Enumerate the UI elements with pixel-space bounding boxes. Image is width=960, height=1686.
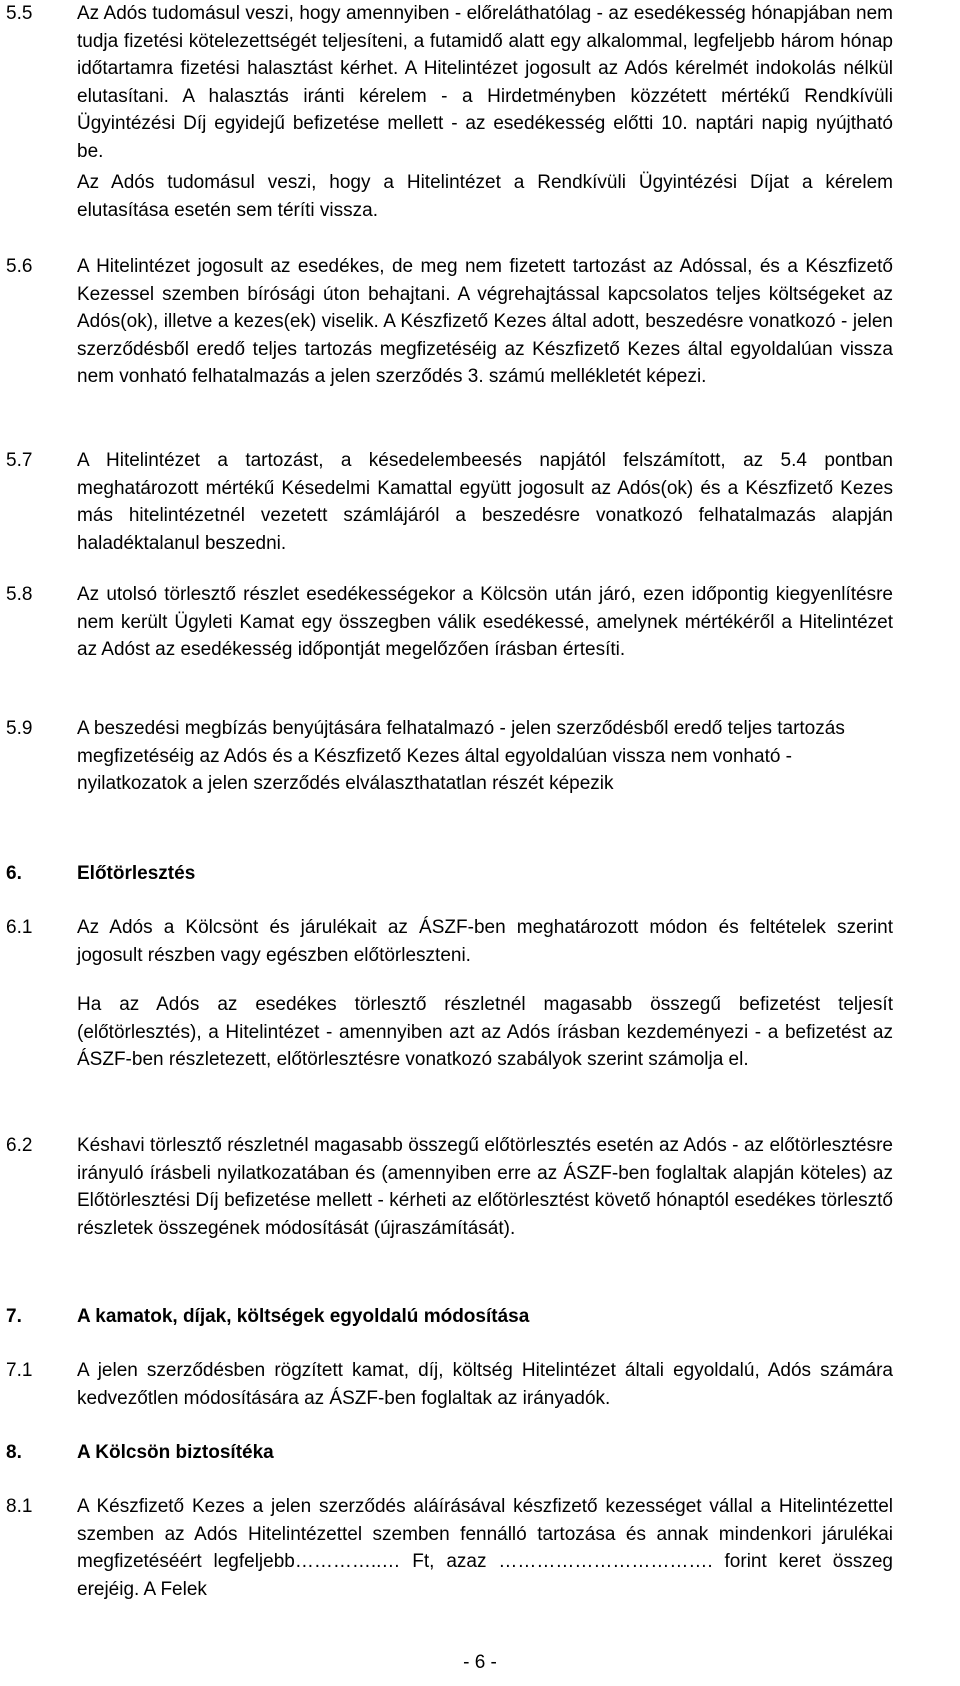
- section-number: 5.9: [6, 718, 33, 739]
- heading-title: A Kölcsön biztosítéka: [77, 1442, 274, 1463]
- section-paragraph: Az Adós tudomásul veszi, hogy amennyiben - előreláthatólag - az esedékesség hónapjában nem tudja fizetési kötelezettségét teljesíteni, a futamidő alatt egy alkalommal, legfeljebb három hónap időtartamra fizetési halasztást kérhet. A Hitelintézet jogosult az Adós kérelmét indokolás nélkül elutasítani. A halasztás iránti kérelem - a Hirdetményben közzétett mértékű Rendkívüli Ügyintézési Díj egyidejű befizetése mellett - az esedékesség előtti 10. naptári napig nyújtható be.: [77, 3, 893, 162]
- section-number: 8.1: [6, 1496, 33, 1517]
- heading-number: 6.: [6, 863, 22, 884]
- section-number: 5.5: [6, 3, 33, 24]
- section-paragraph: Az Adós tudomásul veszi, hogy a Hitelintézet a Rendkívüli Ügyintézési Díjat a kérelem elutasítása esetén sem téríti vissza.: [77, 172, 893, 221]
- section-paragraph: Az utolsó törlesztő részlet esedékességekor a Kölcsön után járó, ezen időpontig kiegyenlítésre nem került Ügyleti Kamat egy összegben válik esedékessé, amelynek mértékéről a Hitelintézet az Adóst az esedékesség időpontját megelőzően írásban értesíti.: [77, 584, 893, 660]
- section-paragraph: A jelen szerződésben rögzített kamat, díj, költség Hitelintézet általi egyoldalú, Adós számára kedvezőtlen módosítására az ÁSZF-ben foglaltak az irányadók.: [77, 1360, 893, 1409]
- heading-title: A kamatok, díjak, költségek egyoldalú módosítása: [77, 1306, 530, 1327]
- section-paragraph: Ha az Adós az esedékes törlesztő részletnél magasabb összegű befizetést teljesít (előtörlesztés), a Hitelintézet - amennyiben azt az Adós írásban kezdeményezi - a befizetést az ÁSZF-ben részletezett, előtörlesztésre vonatkozó szabályok szerint számolja el.: [77, 994, 893, 1070]
- section-number: 6.2: [6, 1135, 33, 1156]
- section-number: 6.1: [6, 917, 33, 938]
- section-number: 5.6: [6, 256, 33, 277]
- section-number: 5.7: [6, 450, 33, 471]
- heading-title: Előtörlesztés: [77, 863, 196, 884]
- section-paragraph: Késhavi törlesztő részletnél magasabb összegű előtörlesztés esetén az Adós - az előtörlesztésre irányuló írásbeli nyilatkozatában és (amennyiben erre az ÁSZF-ben foglaltak alapján köteles) az Előtörlesztési Díj befizetése mellett - kérheti az előtörlesztést követő hónaptól esedékes törlesztő részletek összegének módosítását (újraszámítását).: [77, 1135, 893, 1239]
- section-paragraph: A beszedési megbízás benyújtására felhatalmazó - jelen szerződésből eredő teljes tartozás megfizetéséig az Adós és a Készfizető Kezes által egyoldalúan vissza nem vonható - nyilatkozatok a jelen szerződés elválaszthatatlan részét képezik: [77, 718, 845, 794]
- section-number: 7.1: [6, 1360, 33, 1381]
- section-paragraph: A Hitelintézet a tartozást, a késedelembeesés napjától felszámított, az 5.4 pontban meghatározott mértékű Késedelmi Kamattal együtt jogosult az Adós(ok) és a Készfizető Kezes más hitelintézetnél vezetett számlájáról a beszedésre vonatkozó felhatalmazás alapján haladéktalanul beszedni.: [77, 450, 893, 554]
- section-paragraph: A Készfizető Kezes a jelen szerződés aláírásával készfizető kezességet vállal a Hitelintézettel szemben az Adós Hitelintézettel szemben fennálló tartozása és annak mindenkori járulékai megfizetéséért legfeljebb…………..… Ft, azaz ……………………………. forint keret összeg erejéig. A Felek: [77, 1496, 893, 1600]
- section-paragraph: A Hitelintézet jogosult az esedékes, de meg nem fizetett tartozást az Adóssal, és a Készfizető Kezessel szemben bírósági úton behajtani. A végrehajtással kapcsolatos teljes költségeket az Adós(ok), illetve a kezes(ek) viselik. A Készfizető Kezes által adott, beszedésre vonatkozó - jelen szerződésből eredő teljes tartozás megfizetéséig az Készfizető Kezes által egyoldalúan vissza nem vonható felhatalmazás a jelen szerződés 3. számú mellékletét képezi.: [77, 256, 893, 387]
- heading-number: 7.: [6, 1306, 22, 1327]
- heading-number: 8.: [6, 1442, 22, 1463]
- page-number: - 6 -: [463, 1652, 497, 1673]
- section-number: 5.8: [6, 584, 33, 605]
- section-paragraph: Az Adós a Kölcsönt és járulékait az ÁSZF-ben meghatározott módon és feltételek szerint jogosult részben vagy egészben előtörleszteni.: [77, 917, 893, 966]
